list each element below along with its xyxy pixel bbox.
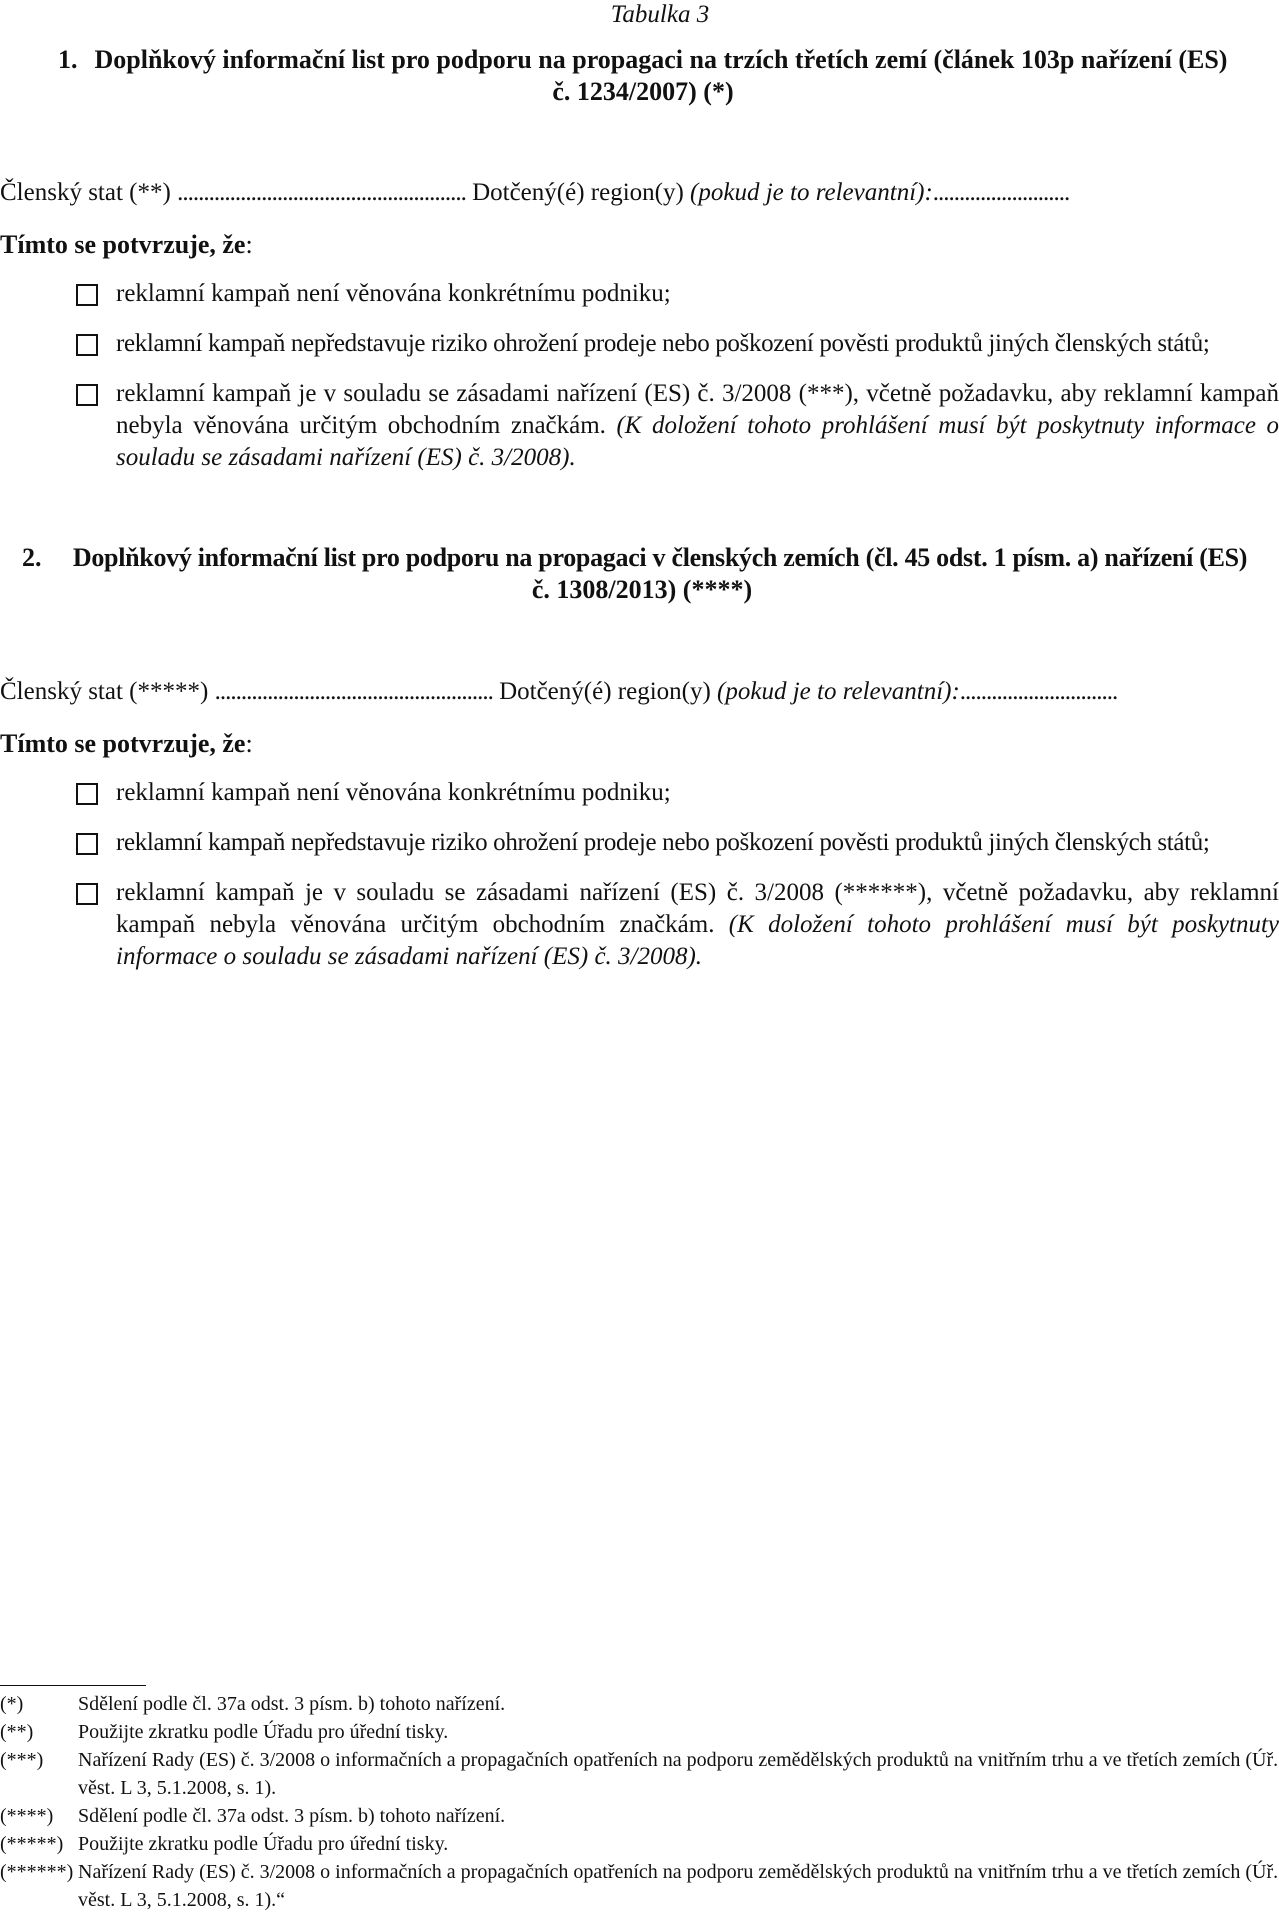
checkbox-label: reklamní kampaň není věnována konkrétnímu podniku; [116, 779, 671, 806]
footnote-text: Použijte zkratku podle Úřadu pro úřední tisky. [78, 1833, 449, 1855]
member-state-fill-line[interactable]: ..................................................... [214, 678, 493, 705]
region-fill-line[interactable]: .......................... [932, 179, 1070, 206]
section-1-member-state-line [0, 178, 1069, 208]
confirm-text: Tímto se potvrzuje, že [0, 729, 246, 758]
footnote-mark: (***) [0, 1749, 44, 1771]
section-1-number: 1. [58, 45, 78, 74]
section-2-heading [22, 542, 1262, 606]
section-2-number: 2. [22, 543, 42, 572]
section-1-checkbox-item [76, 278, 1279, 310]
footnote [0, 1718, 1279, 1746]
footnote [0, 1746, 1279, 1802]
region-label: Dotčený(é) region(y) [499, 678, 711, 705]
checkbox[interactable] [76, 783, 98, 805]
checkbox-label-note: (K doložení tohoto prohlášení musí být poskytnuty informace o souladu se zásadami nařízení (ES) č. 3/2008). [116, 911, 1279, 970]
footnote-mark: (**) [0, 1721, 34, 1743]
footnote-text: Sdělení podle čl. 37a odst. 3 písm. b) tohoto nařízení. [78, 1805, 506, 1827]
footnote-divider [0, 1685, 146, 1686]
section-2-title-line-2: č. 1308/2013) (****) [531, 575, 753, 604]
section-1-checkbox-item [76, 378, 1279, 474]
region-fill-line[interactable]: .............................. [959, 678, 1118, 705]
section-1-heading [58, 44, 1228, 108]
checkbox[interactable] [76, 833, 98, 855]
section-1-checkbox-item [76, 328, 1279, 360]
checkbox-label: reklamní kampaň není věnována konkrétnímu podniku; [116, 280, 671, 307]
footnotes [0, 1690, 1279, 1914]
footnote [0, 1690, 1279, 1718]
footnote-mark: (*****) [0, 1833, 64, 1855]
table-caption: Tabulka 3 [610, 1, 710, 28]
checkbox-label: reklamní kampaň je v souladu se zásadami nařízení (ES) č. 3/2008 (******), včetně požadavku, aby reklamní kampaň nebyla věnována určitým obchodním značkám. [116, 879, 1279, 938]
section-2-checkbox-item [76, 827, 1279, 859]
confirm-text: Tímto se potvrzuje, že [0, 230, 246, 259]
region-note: (pokud je to relevantní): [717, 678, 960, 705]
footnote-text: Použijte zkratku podle Úřadu pro úřední tisky. [78, 1721, 449, 1743]
checkbox-label-wrapper [76, 877, 1279, 973]
footnote-mark: (****) [0, 1805, 54, 1827]
region-note: (pokud je to relevantní): [690, 179, 933, 206]
checkbox-label: reklamní kampaň nepředstavuje riziko ohrožení prodeje nebo poškození pověsti produktů jiných členských států; [116, 829, 1210, 856]
checkbox-label-wrapper [76, 378, 1279, 474]
footnote [0, 1858, 1279, 1914]
member-state-label: Členský stat (*****) [0, 678, 209, 705]
member-state-label: Členský stat (**) [0, 179, 171, 206]
checkbox-label-note: (K doložení tohoto prohlášení musí být poskytnuty informace o souladu se zásadami nařízení (ES) č. 3/2008). [116, 412, 1279, 471]
region-label: Dotčený(é) region(y) [472, 179, 684, 206]
section-2-title-line-1: Doplňkový informační list pro podporu na propagaci v členských zemích (čl. 45 odst. 1 písm. a) nařízení (ES) [72, 543, 1248, 572]
checkbox[interactable] [76, 284, 98, 306]
footnote-mark: (*) [0, 1693, 24, 1715]
footnote-mark: (******) [0, 1861, 74, 1883]
checkbox[interactable] [76, 883, 98, 905]
checkbox-label: reklamní kampaň nepředstavuje riziko ohrožení prodeje nebo poškození pověsti produktů jiných členských států; [116, 330, 1210, 357]
section-1-title-line-1: Doplňkový informační list pro podporu na propagaci na trzích třetích zemí (článek 103p nařízení (ES) [94, 45, 1228, 74]
member-state-fill-line[interactable]: ....................................................... [177, 179, 466, 206]
checkbox[interactable] [76, 384, 98, 406]
section-2-member-state-line [0, 677, 1117, 707]
footnote-text: Nařízení Rady (ES) č. 3/2008 o informačních a propagačních opatřeních na podporu zemědělských produktů na vnitřním trhu a ve třetích zemích (Úř. věst. L 3, 5.1.2008, s. 1).“ [78, 1861, 1279, 1911]
footnote [0, 1802, 1279, 1830]
confirm-colon: : [245, 230, 253, 259]
footnote-text: Nařízení Rady (ES) č. 3/2008 o informačních a propagačních opatřeních na podporu zemědělských produktů na vnitřním trhu a ve třetích zemích (Úř. věst. L 3, 5.1.2008, s. 1). [78, 1749, 1279, 1799]
section-2-checkbox-item [76, 877, 1279, 973]
section-2-checkbox-item [76, 777, 1279, 809]
footnote [0, 1830, 1279, 1858]
footnote-text: Sdělení podle čl. 37a odst. 3 písm. b) tohoto nařízení. [78, 1693, 506, 1715]
section-1-title-line-2: č. 1234/2007) (*) [552, 77, 734, 106]
checkbox-label: reklamní kampaň je v souladu se zásadami nařízení (ES) č. 3/2008 (***), včetně požadavku, aby reklamní kampaň nebyla věnována určitým obchodním značkám. [116, 380, 1279, 439]
confirm-colon: : [245, 729, 253, 758]
section-2-confirm-heading [0, 729, 253, 759]
checkbox[interactable] [76, 334, 98, 356]
section-1-confirm-heading [0, 230, 253, 260]
